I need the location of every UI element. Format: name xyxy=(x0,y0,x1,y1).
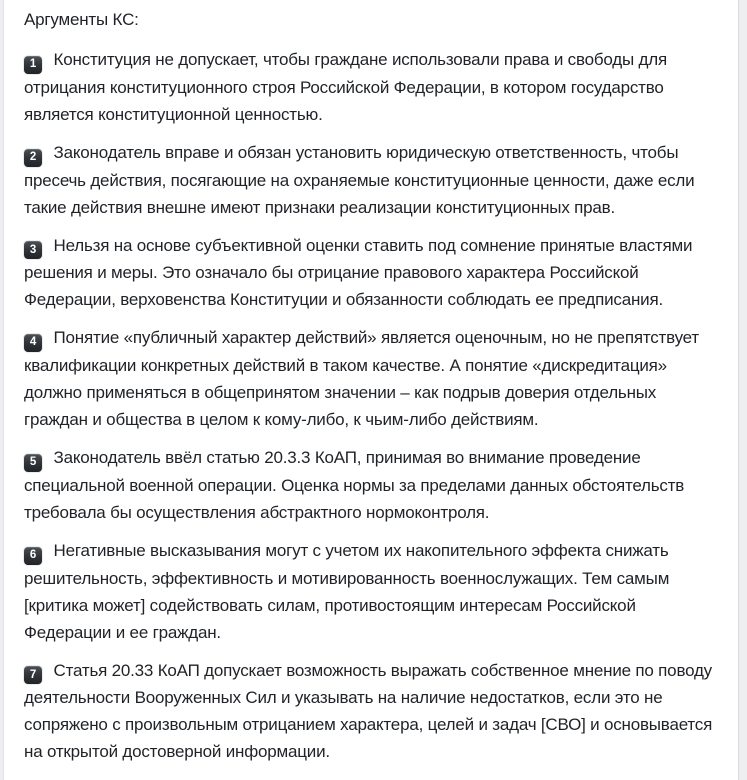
argument-text: Нельзя на основе субъективной оценки ставить под сомнение принятые властями решения и меры. Это означало бы отрицание правового характера Российской Федерации, верховенства Конституции и обязанности соблюдать ее предписания. xyxy=(24,235,693,310)
number-badge-icon: 3 xyxy=(24,241,42,259)
argument-text: Законодатель вправе и обязан установить юридическую ответственность, чтобы пресечь действия, посягающие на охраняемые конституционные ценности, даже если такие действия внешне имеют признаки реализации конституционных прав. xyxy=(24,142,695,217)
number-badge-icon: 4 xyxy=(24,334,42,352)
argument-text: Законодатель ввёл статью 20.3.3 КоАП, принимая во внимание проведение специальной военной операции. Оценка нормы за пределами данных обстоятельств требовала бы осуществления абстрактного нормоконтроля. xyxy=(24,448,685,522)
argument-item xyxy=(24,46,724,128)
number-badge-icon: 7 xyxy=(24,666,42,684)
post-title: Аргументы КС: xyxy=(24,10,139,29)
argument-item xyxy=(24,444,724,526)
argument-text: Статья 20.33 КоАП допускает возможность выражать собственное мнение по поводу деятельности Вооруженных Сил и указывать на наличие недостатков, если это не сопряжено с произвольным отрицанием характера, целей и задач [СВО] и основывается на открытой достоверной информации. xyxy=(24,660,713,762)
arguments-list xyxy=(24,46,724,765)
number-badge-icon: 2 xyxy=(24,149,42,167)
argument-item xyxy=(24,537,724,646)
argument-text: Понятие «публичный характер действий» является оценочным, но не препятствует квалификации конкретных действий в таком качестве. А понятие «дискредитация» должно применяться в общепринятом значении – как подрыв доверия отдельных граждан и общества в целом к кому-либо, к чьим-либо действиям. xyxy=(24,328,699,429)
post-content xyxy=(24,6,724,776)
argument-item xyxy=(24,139,724,221)
number-badge-icon: 6 xyxy=(24,547,42,565)
argument-item xyxy=(24,232,724,314)
right-page-margin xyxy=(738,0,747,780)
argument-text: Конституция не допускает, чтобы граждане использовали права и свободы для отрицания конституционного строя Российской Федерации, в котором государство является конституционной ценностью. xyxy=(24,50,667,124)
argument-text: Негативные высказывания могут с учетом их накопительного эффекта снижать решительность, эффективность и мотивированность военнослужащих. Тем самым [критика может] содействовать силам, противостоящим интересам Российской Федерации и ее граждан. xyxy=(24,540,670,642)
number-badge-icon: 5 xyxy=(24,454,42,472)
argument-item xyxy=(24,324,724,433)
left-page-margin xyxy=(0,0,4,780)
argument-item xyxy=(24,657,724,766)
number-badge-icon: 1 xyxy=(24,56,42,74)
